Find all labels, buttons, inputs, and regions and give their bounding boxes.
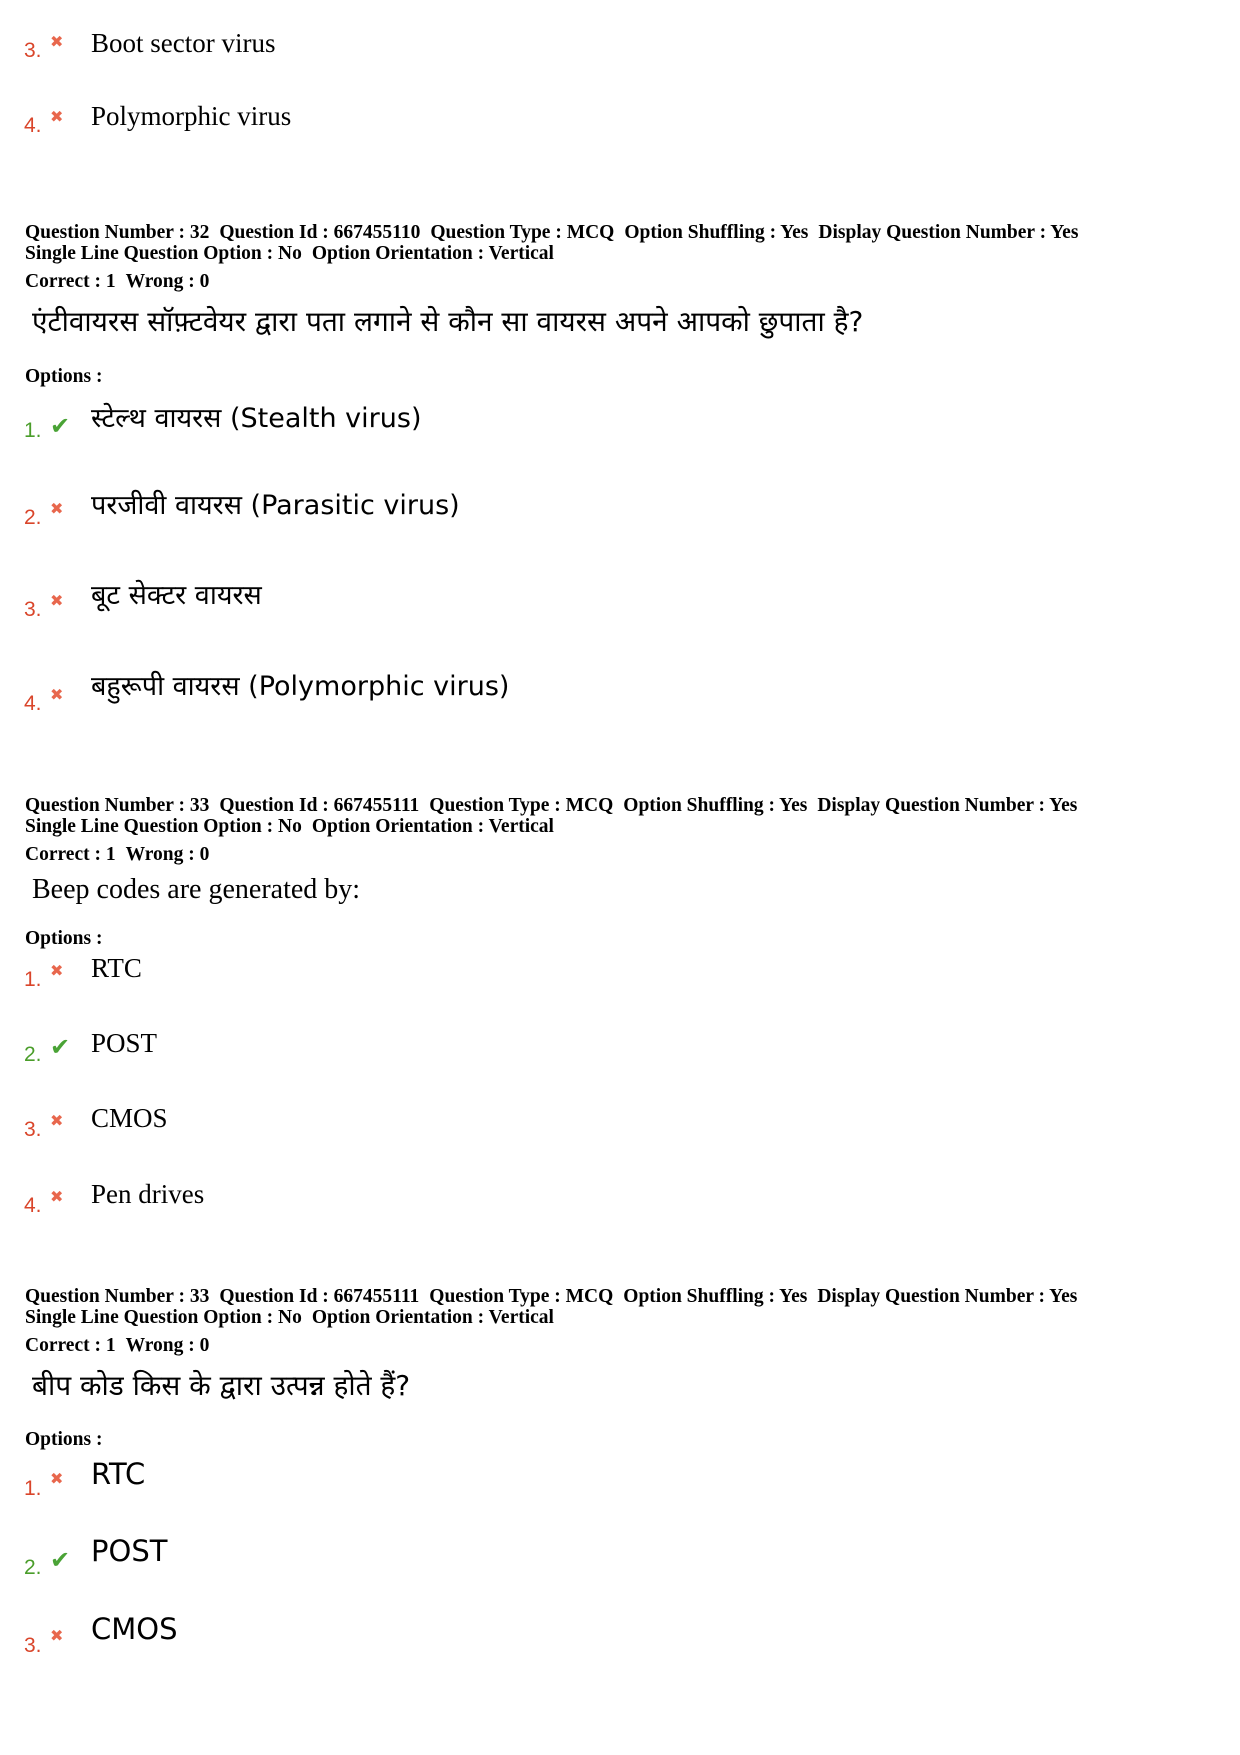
question-meta-2: Single Line Question Option : No Option Orientation : Vertical: [25, 243, 554, 264]
cross-icon: ✖: [50, 1111, 64, 1130]
check-icon: ✔: [50, 1546, 71, 1574]
question-meta-2: Single Line Question Option : No Option Orientation : Vertical: [25, 1307, 554, 1328]
question-marks: Correct : 1 Wrong : 0: [25, 1335, 210, 1356]
option-text: स्टेल्थ वायरस (Stealth virus): [91, 403, 422, 434]
option-item: [24, 101, 1124, 145]
cross-icon: ✖: [50, 32, 64, 51]
option-text: बहुरूपी वायरस (Polymorphic virus): [91, 671, 510, 702]
option-item: [24, 673, 1124, 713]
options-label: Options :: [25, 366, 103, 387]
option-text: POST: [91, 1028, 158, 1058]
option-text: RTC: [91, 1457, 146, 1491]
option-number: 4.: [24, 692, 42, 715]
option-text: RTC: [91, 953, 142, 983]
question-meta: Question Number : 33 Question Id : 667455111 Question Type : MCQ Option Shuffling : Yes Display Question Number : Yes: [25, 795, 1078, 816]
check-icon: ✔: [50, 412, 71, 440]
options-label: Options :: [25, 1429, 103, 1450]
option-number: 4.: [24, 1194, 42, 1217]
option-text: बूट सेक्टर वायरस: [91, 580, 262, 611]
option-text: POST: [91, 1534, 168, 1568]
question-text: एंटीवायरस सॉफ़्टवेयर द्वारा पता लगाने से कौन सा वायरस अपने आपको छुपाता है?: [32, 305, 864, 338]
option-item: [24, 582, 1124, 622]
option-item: [24, 1457, 1124, 1500]
option-number: 3.: [24, 1118, 42, 1141]
question-text: बीप कोड किस के द्वारा उत्पन्न होते हैं?: [32, 1369, 411, 1402]
option-number: 2.: [24, 506, 42, 529]
option-number: 3.: [24, 39, 42, 62]
option-text: Polymorphic virus: [91, 101, 292, 131]
cross-icon: ✖: [50, 591, 64, 610]
question-meta-2: Single Line Question Option : No Option Orientation : Vertical: [25, 816, 554, 837]
option-item: [24, 492, 1124, 532]
question-marks: Correct : 1 Wrong : 0: [25, 271, 210, 292]
question-meta: Question Number : 33 Question Id : 667455111 Question Type : MCQ Option Shuffling : Yes Display Question Number : Yes: [25, 1286, 1078, 1307]
cross-icon: ✖: [50, 1187, 64, 1206]
option-number: 3.: [24, 598, 42, 621]
cross-icon: ✖: [50, 961, 64, 980]
option-text: CMOS: [91, 1103, 168, 1133]
option-item: [24, 30, 1124, 70]
option-number: 1.: [24, 968, 42, 991]
option-item: [24, 1105, 1124, 1145]
option-item: [24, 1612, 1124, 1657]
option-number: 2.: [24, 1556, 42, 1579]
option-item: [24, 405, 1124, 445]
option-item: [24, 1030, 1124, 1070]
question-text: Beep codes are generated by:: [32, 874, 361, 905]
options-label: Options :: [25, 928, 103, 949]
option-text: Pen drives: [91, 1179, 205, 1209]
cross-icon: ✖: [50, 1469, 64, 1488]
option-number: 4.: [24, 114, 42, 137]
option-item: [24, 955, 1124, 995]
cross-icon: ✖: [50, 107, 64, 126]
question-marks: Correct : 1 Wrong : 0: [25, 844, 210, 865]
option-text: Boot sector virus: [91, 28, 276, 58]
option-item: [24, 1534, 1124, 1579]
cross-icon: ✖: [50, 685, 64, 704]
option-text: CMOS: [91, 1612, 178, 1646]
option-number: 3.: [24, 1634, 42, 1657]
option-text: परजीवी वायरस (Parasitic virus): [91, 490, 460, 521]
cross-icon: ✖: [50, 499, 64, 518]
option-number: 2.: [24, 1043, 42, 1066]
check-icon: ✔: [50, 1033, 71, 1061]
option-number: 1.: [24, 419, 42, 442]
cross-icon: ✖: [50, 1626, 64, 1645]
option-number: 1.: [24, 1477, 42, 1500]
question-meta: Question Number : 32 Question Id : 667455110 Question Type : MCQ Option Shuffling : Yes Display Question Number : Yes: [25, 222, 1079, 243]
option-item: [24, 1181, 1124, 1221]
